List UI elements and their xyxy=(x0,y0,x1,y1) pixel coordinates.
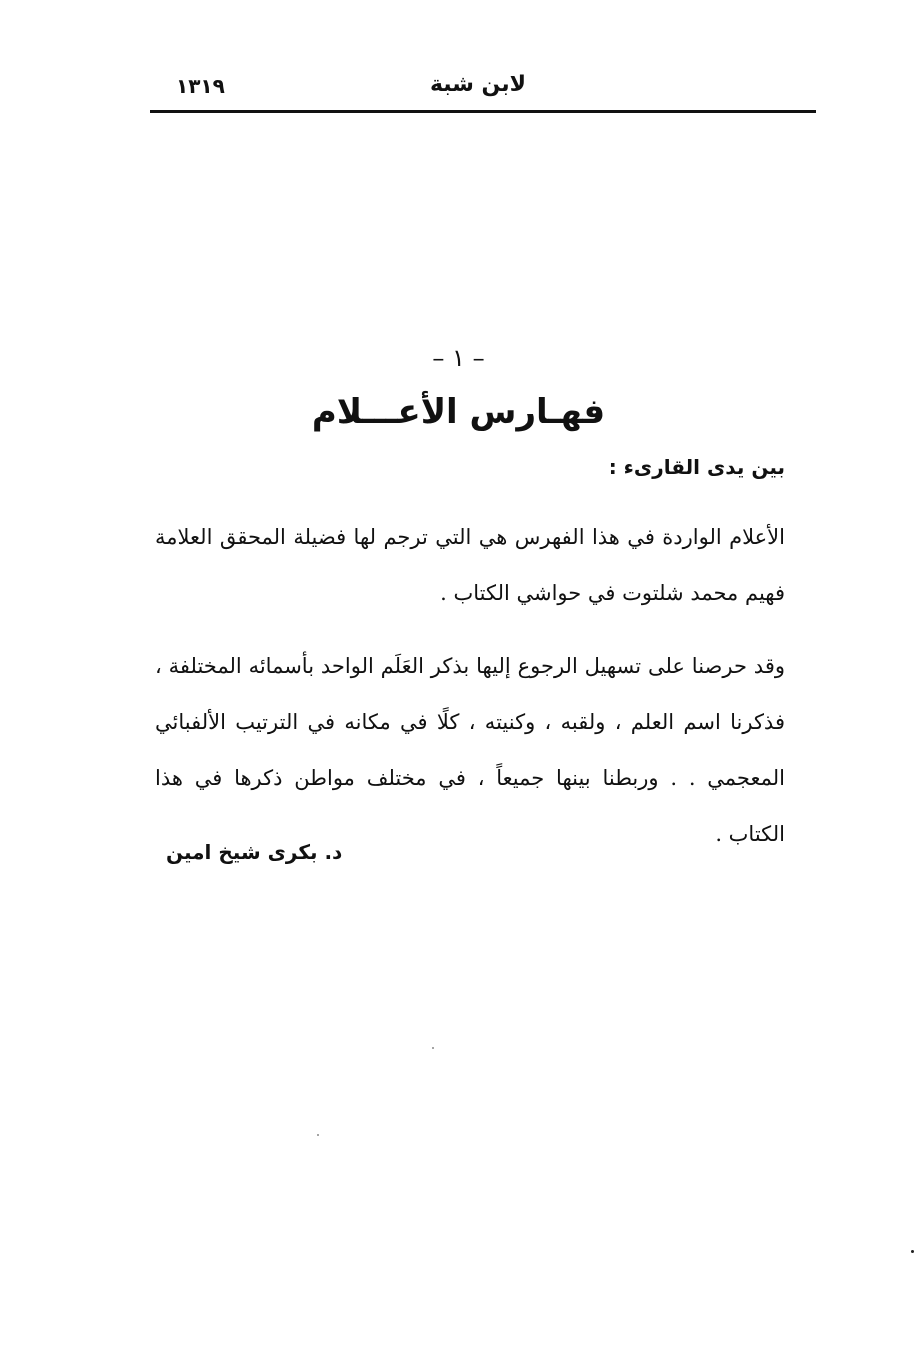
intro-paragraph-2: وقد حرصنا على تسهيل الرجوع إليها بذكر العَلَم الواحد بأسمائه المختلفة ، فذكرنا اسم العلم ، ولقبه ، وكنيته ، كلًا في مكانه في الترتيب الألفبائي المعجمي . . وربطنا بينها جميعاً ، في مختلف مواطن ذكرها في هذا الكتاب . xyxy=(155,654,785,846)
page-header xyxy=(150,66,816,113)
intro-heading: بين يدى القارىء : xyxy=(608,455,785,479)
section-number: – ١ – xyxy=(432,344,485,372)
intro-paragraph-1: الأعلام الواردة في هذا الفهرس هي التي ترجم لها فضيلة المحقق العلامة فهيم محمد شلتوت في حواشي الكتاب . xyxy=(155,525,785,605)
page-number: ١٣١٩ xyxy=(176,74,225,98)
scan-speck xyxy=(317,1134,319,1136)
signature: د. بكرى شيخ امين xyxy=(166,840,343,864)
scan-speck xyxy=(432,1047,434,1049)
section-title: فهـارس الأعـــلام xyxy=(311,392,606,432)
scan-speck xyxy=(911,1250,914,1253)
running-title: لابن شبة xyxy=(429,72,526,97)
